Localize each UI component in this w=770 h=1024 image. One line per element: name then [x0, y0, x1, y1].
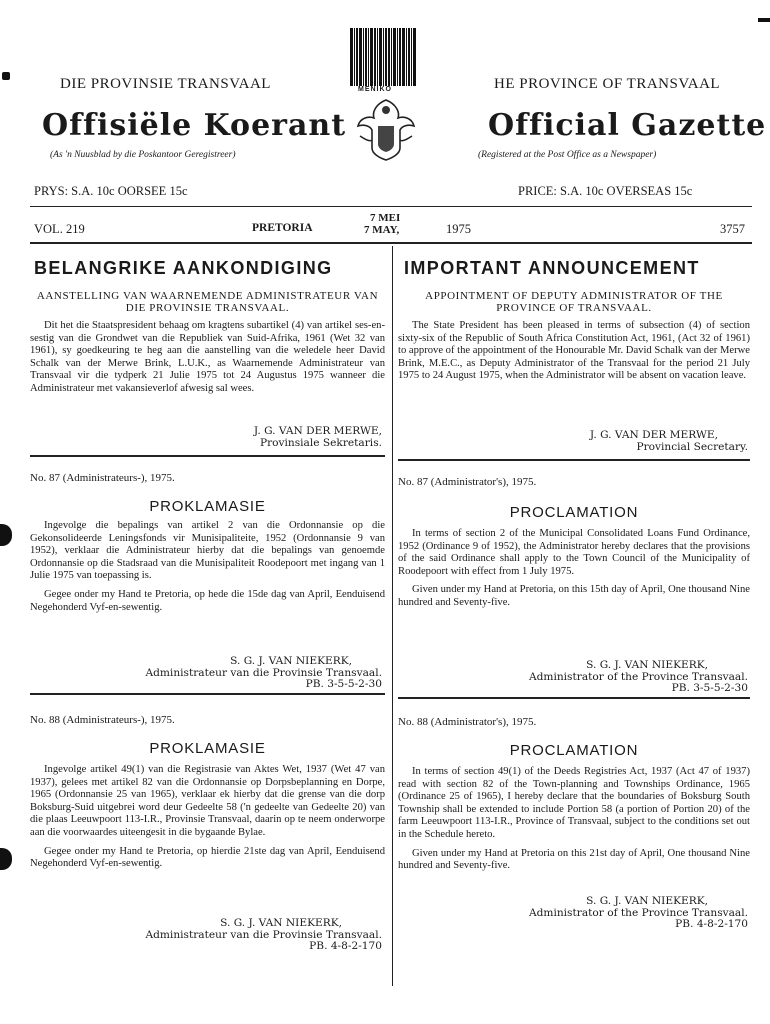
proclamation-87-af-sig-title: Administrateur van die Provinsie Transvaal. — [145, 666, 382, 679]
signature-af — [30, 426, 382, 449]
signature-af-name: J. G. VAN DER MERWE, — [253, 425, 382, 437]
proclamation-88-af-body — [30, 764, 385, 877]
proclamation-88-en-title: PROCLAMATION — [509, 742, 639, 759]
proclamation-87-en-sig-title: Administrator of the Province Transvaal. — [528, 670, 748, 683]
price-en: PRICE: S.A. 10c OVERSEAS 15c — [518, 184, 693, 198]
proclamation-87-en-sig-name: S. G. J. VAN NIEKERK, — [586, 659, 708, 671]
heading-af: BELANGRIKE AANKONDIGING — [34, 258, 333, 278]
proclamation-88-en-sig-name: S. G. J. VAN NIEKERK, — [586, 895, 708, 907]
scan-mark — [758, 18, 770, 22]
column-divider — [392, 246, 393, 986]
proclamation-88-en-given: Given under my Hand at Pretoria on this 21st day of April, One thousand Nine hundred and Seventy-five. — [398, 847, 750, 872]
signature-en-name: J. G. VAN DER MERWE, — [589, 429, 718, 441]
proclamation-87-af-ref: PB. 3-5-5-2-30 — [305, 678, 382, 690]
proclamation-87-en-text: In terms of section 2 of the Municipal Consolidated Loans Fund Ordinance, 1952 (Ordinance 9 of 1952), the Administrator hereby declares that the provisions of the said Ordinance shall apply to the Town Council of the Municipality of Roodepoort with effect from 1 July 1975. — [398, 528, 750, 577]
price-af: PRYS: S.A. 10c OORSEE 15c — [34, 184, 188, 198]
masthead-right-reg: (Registered at the Post Office as a Newspaper) — [478, 150, 657, 160]
proclamation-88-af-sig-name: S. G. J. VAN NIEKERK, — [220, 917, 342, 929]
proclamation-87-af-body — [30, 520, 385, 620]
proclamation-87-af-given: Gegee onder my Hand te Pretoria, op hede die 15de dag van April, Eenduisend Negehonderd Vyf-en-sewentig. — [30, 588, 385, 613]
proclamation-87-en-signature — [398, 660, 748, 695]
masthead-right-title: HE PROVINCE OF TRANSVAAL — [494, 76, 721, 92]
masthead-right-name: Official Gazette — [488, 108, 767, 143]
divider — [30, 455, 385, 457]
proclamation-87-af-signature — [30, 656, 382, 691]
issue-number: 3757 — [720, 222, 745, 236]
proclamation-88-af-given: Gegee onder my Hand te Pretoria, op hierdie 21ste dag van April, Eenduisend Negehonderd Vyf-en-sewentig. — [30, 845, 385, 870]
coat-of-arms-icon — [350, 96, 422, 162]
issue-date-en: 7 MAY, — [364, 224, 400, 236]
announcement-af-body — [30, 320, 385, 402]
signature-en-title: Provincial Secretary. — [636, 440, 748, 453]
scan-mark — [0, 848, 12, 870]
divider — [398, 459, 750, 461]
divider — [398, 697, 750, 699]
proclamation-88-af-title: PROKLAMASIE — [149, 740, 266, 757]
divider — [30, 242, 752, 244]
divider — [30, 693, 385, 695]
proclamation-88-en-text: In terms of section 49(1) of the Deeds Registries Act, 1937 (Act 47 of 1937) read with section 82 of the Town-planning and Townships Ordinance, 1965 (Ordinance 25 of 1965), I hereby declare that the boundaries of Boksburg South Township shall be extended to include Portion 58 (a portion of Portion 20) of the farm Leeuwpoort 113-I.R., Province of Transvaal, subject to the conditions set out in the Schedule hereto. — [398, 766, 750, 840]
proclamation-88-af-sig-title: Administrateur van die Provinsie Transvaal. — [145, 928, 382, 941]
barcode-label: MENIKO — [358, 86, 392, 93]
proclamation-88-af-signature — [30, 918, 382, 953]
heading-en: IMPORTANT ANNOUNCEMENT — [404, 258, 700, 278]
proclamation-87-af-text: Ingevolge die bepalings van artikel 2 van die Ordonnansie op die Gekonsolideerde Leningsfonds vir Munisipaliteite, 1952 (Ordonnansie 9 van 1952), verklaar die Administrateur hierby dat die bepalings van genoemde Ordonnansie op die Stadsraad van die Munisipaliteit Roodepoort met ingang van 1 Julie 1975 van toepassing is. — [30, 520, 385, 582]
masthead-left-reg: (As 'n Nuusblad by die Poskantoor Geregistreer) — [50, 150, 236, 160]
issue-year: 1975 — [446, 222, 471, 236]
scan-mark — [0, 524, 12, 546]
announcement-en-body — [398, 320, 750, 389]
proclamation-88-en-signature — [398, 896, 748, 931]
proclamation-88-en-ref: PB. 4-8-2-170 — [675, 918, 748, 930]
masthead-left-title: DIE PROVINSIE TRANSVAAL — [60, 76, 271, 92]
announcement-af-text: Dit het die Staatspresident behaag om kragtens subartikel (4) van artikel ses-en-sestig van die Grondwet van die Republiek van Suid-Afrika, 1961 (Wet 32 van 1961), sy goedkeuring te heg aan die aanstelling van die weledele heer David Schalk van der Merwe Brink, L.U.K., as Waarnemende Administrateur van Transvaal vir die tydperk 21 Julie 1975 tot 24 Augustus 1975 wanneer die Administrateur met vakansieverlof afwesig sal wees. — [30, 320, 385, 394]
proclamation-87-en-body — [398, 528, 750, 616]
signature-af-title: Provinsiale Sekretaris. — [259, 436, 382, 449]
proclamation-87-en-title: PROCLAMATION — [509, 504, 639, 521]
masthead-left-name: Offisiële Koerant — [42, 108, 347, 143]
subhead-af: AANSTELLING VAN WAARNEMENDE ADMINISTRATEUR VAN DIE PROVINSIE TRANSVAAL. — [36, 290, 379, 314]
proclamation-88-af-text: Ingevolge artikel 49(1) van die Registrasie van Aktes Wet, 1937 (Wet 47 van 1937), gelees met artikel 82 van die Ordonnansie op Dorpsbeplanning en Dorpe, 1965 (Ordonnansie 25 van 1965), verklaar ek hierby dat die grense van die dorp Boksburg-Suid uitgebrei word deur Gedeelte 58 ('n gedeelte van Gedeelte 20) van die plaas Leeuwpoort 113-I.R., Provinsie Transvaal, daarin op te neem onderworpe aan die voorwaardes uiteengesit in die bygaande Bylae. — [30, 764, 385, 838]
volume: VOL. 219 — [34, 222, 85, 236]
proclamation-88-en-sig-title: Administrator of the Province Transvaal. — [528, 906, 748, 919]
issue-date-af: 7 MEI — [370, 212, 401, 224]
announcement-en-text: The State President has been pleased in terms of subsection (4) of section sixty-six of the Republic of South Africa Constitution Act, 1961, (Act 32 of 1961) to approve of the appointment of the Honourable Mr. David Schalk van der Merwe Brink, M.E.C., as Deputy Administrator of the Transvaal for the period 21 July 1975 to 24 August 1975, when the Administrator will be absent on vacation leave. — [398, 320, 750, 382]
proclamation-88-af-number: No. 88 (Administrateurs-), 1975. — [30, 714, 175, 726]
proclamation-88-af-ref: PB. 4-8-2-170 — [309, 940, 382, 952]
proclamation-87-af-number: No. 87 (Administrateurs-), 1975. — [30, 472, 175, 484]
proclamation-87-af-title: PROKLAMASIE — [149, 498, 266, 515]
proclamation-87-en-number: No. 87 (Administrator's), 1975. — [398, 476, 537, 488]
barcode — [350, 28, 430, 86]
proclamation-87-en-given: Given under my Hand at Pretoria, on this 15th day of April, One thousand Nine hundred and Seventy-five. — [398, 584, 750, 608]
issue-city: PRETORIA — [252, 222, 313, 234]
proclamation-88-en-body — [398, 766, 750, 879]
scan-mark — [2, 72, 10, 80]
divider — [30, 206, 752, 207]
proclamation-87-en-ref: PB. 3-5-5-2-30 — [671, 682, 748, 694]
proclamation-88-en-number: No. 88 (Administrator's), 1975. — [398, 716, 537, 728]
signature-en — [398, 430, 748, 453]
subhead-en: APPOINTMENT OF DEPUTY ADMINISTRATOR OF THE PROVINCE OF TRANSVAAL. — [425, 290, 723, 314]
proclamation-87-af-sig-name: S. G. J. VAN NIEKERK, — [230, 655, 352, 667]
